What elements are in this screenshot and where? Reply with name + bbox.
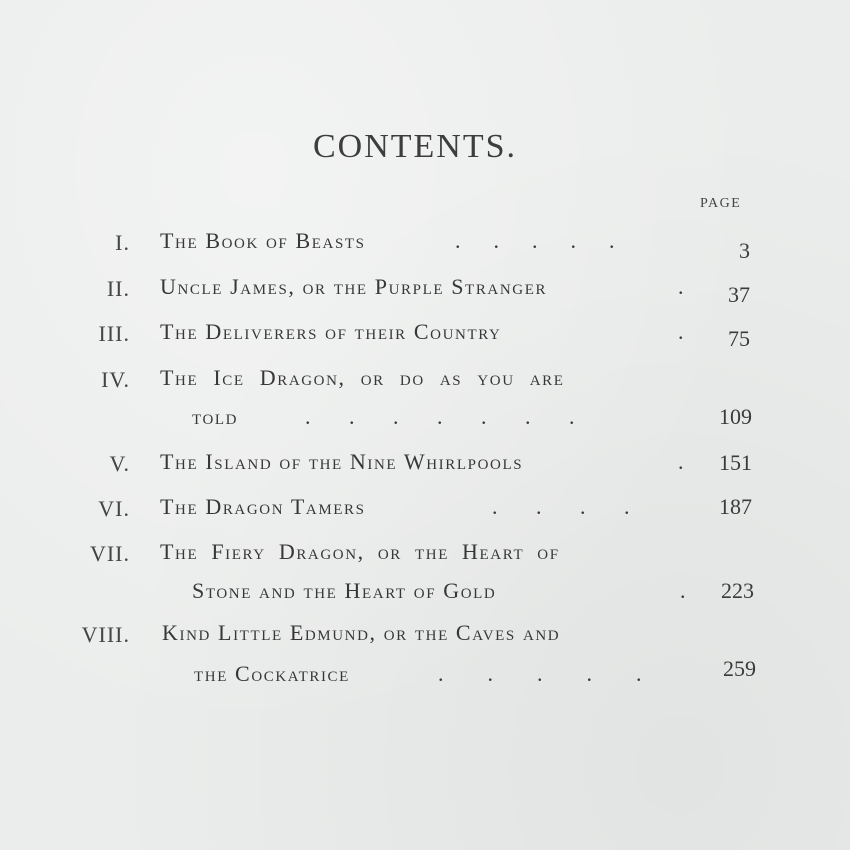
chapter-title: The Ice Dragon, or do as you are — [160, 365, 565, 390]
leader-dots: . . . . — [492, 494, 630, 519]
leader-dots: . . . . . . . — [305, 404, 575, 429]
chapter-title-continued: Stone and the Heart of Gold — [192, 578, 497, 603]
chapter-numeral: I. — [115, 230, 130, 255]
chapter-title-continued: the Cockatrice — [194, 661, 350, 686]
chapter-title: The Fiery Dragon, or the Heart of — [160, 539, 560, 564]
chapter-title: Uncle James, or the Purple Stranger — [160, 274, 548, 299]
chapter-numeral: VI. — [98, 496, 130, 521]
page-number: 223 — [721, 578, 754, 603]
chapter-title: The Book of Beasts — [160, 228, 366, 253]
leader-dots: . . . . . — [455, 228, 615, 253]
leader-dots: . — [680, 578, 686, 603]
leader-dots: . . . . . — [438, 661, 642, 686]
chapter-numeral: VIII. — [81, 622, 130, 647]
chapter-numeral: IV. — [101, 367, 130, 392]
page-number: 259 — [723, 656, 756, 681]
chapter-title-continued: told — [192, 404, 239, 429]
page-number: 151 — [719, 450, 752, 475]
chapter-numeral: V. — [109, 451, 130, 476]
chapter-numeral: III. — [98, 321, 130, 346]
page-title: CONTENTS. — [312, 128, 518, 165]
chapter-numeral: II. — [106, 276, 130, 301]
chapter-title: Kind Little Edmund, or the Caves and — [162, 620, 561, 645]
page-number: 187 — [719, 494, 752, 519]
leader-dots: . — [678, 449, 684, 474]
chapter-numeral: VII. — [89, 541, 130, 566]
page-column-header: PAGE — [700, 196, 742, 211]
leader-dots: . — [678, 319, 684, 344]
page-number: 109 — [719, 404, 752, 429]
chapter-title: The Island of the Nine Whirlpools — [160, 449, 524, 474]
chapter-title: The Deliverers of their Country — [160, 319, 502, 344]
page-number: 3 — [739, 238, 750, 263]
chapter-title: The Dragon Tamers — [160, 494, 366, 519]
leader-dots: . — [678, 274, 684, 299]
page-number: 37 — [728, 282, 750, 307]
page-number: 75 — [728, 326, 750, 351]
